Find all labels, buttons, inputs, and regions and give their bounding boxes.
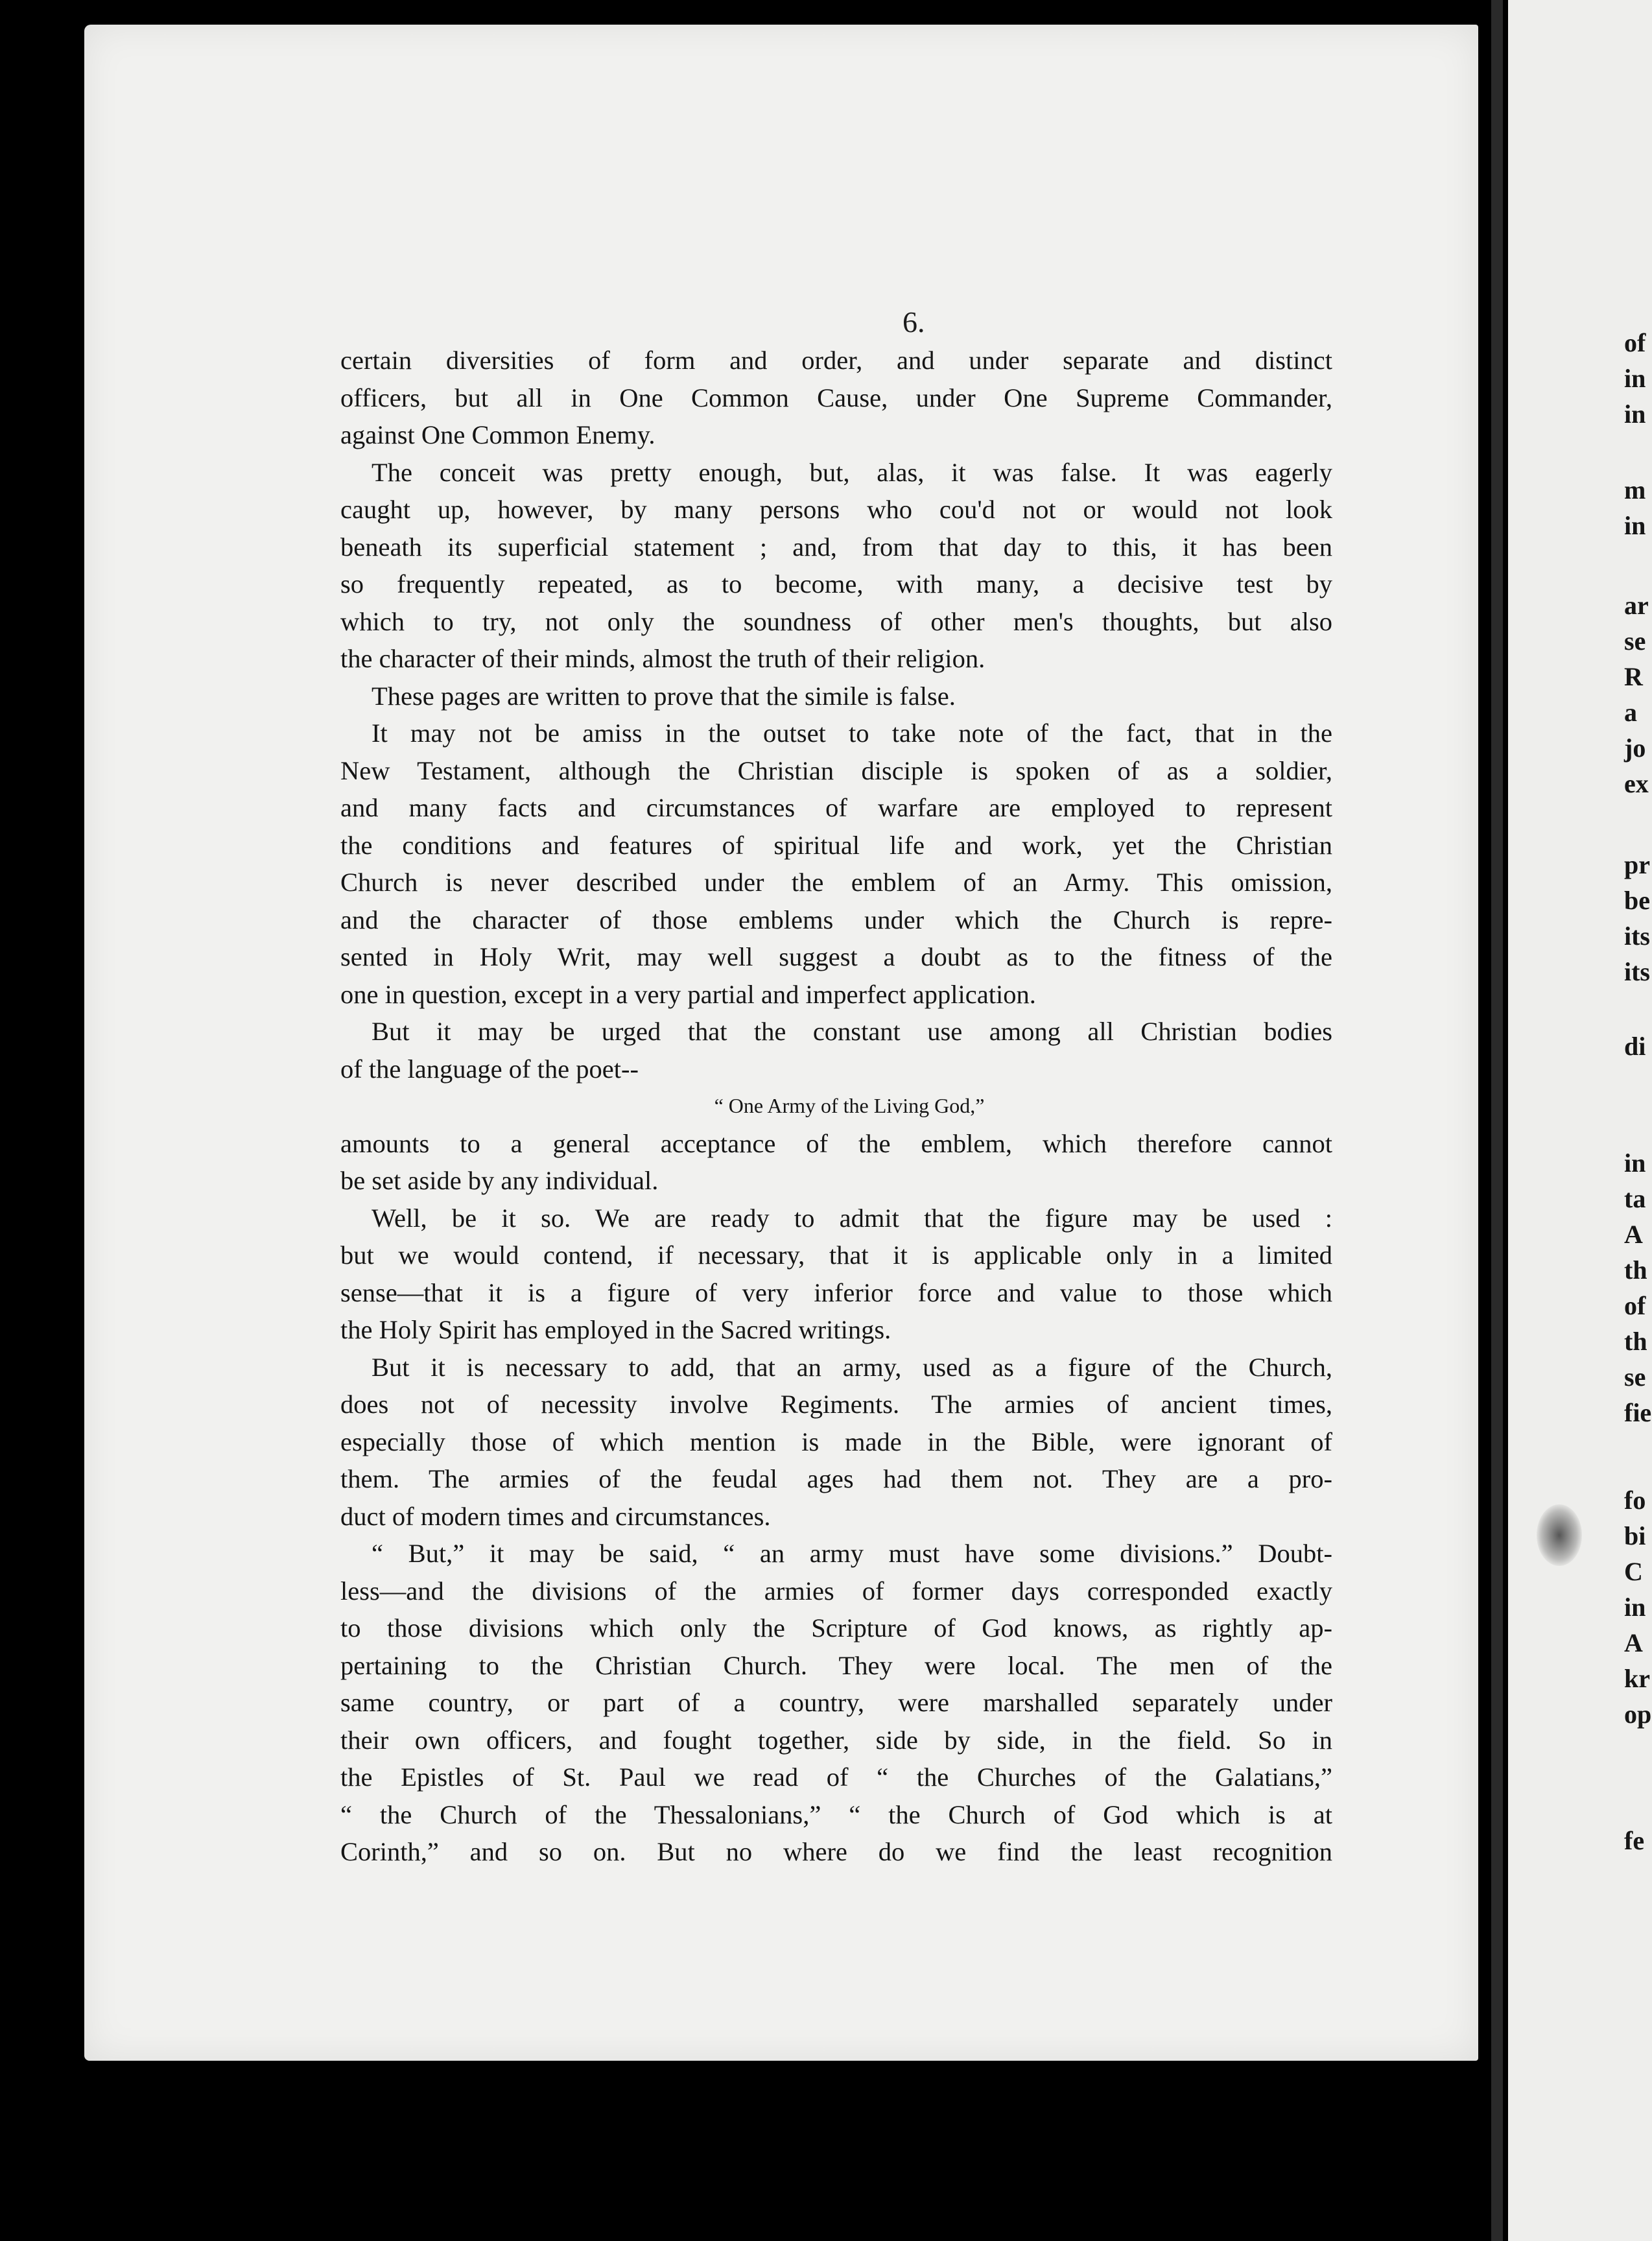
text-line: certain diversities of form and order, and under separate and distinct xyxy=(340,346,1332,375)
text-line: “ the Church of the Thessalonians,” “ the Church of God which is at xyxy=(340,1799,1332,1829)
next-page-fragment: in xyxy=(1624,364,1646,393)
next-page-fragment: a xyxy=(1624,698,1637,727)
text-line: the Epistles of St. Paul we read of “ the Churches of the Galatians,” xyxy=(340,1762,1332,1792)
next-page-fragment: fe xyxy=(1624,1826,1645,1855)
next-page-fragment: op xyxy=(1624,1700,1652,1729)
text-line: But it may be urged that the constant use among all Christian bodies xyxy=(372,1017,1332,1046)
next-page-fragment: pr xyxy=(1624,850,1650,879)
text-line: less—and the divisions of the armies of former days corresponded exactly xyxy=(340,1576,1332,1606)
text-line: beneath its superficial statement ; and, from that day to this, it has been xyxy=(340,532,1332,562)
text-line: caught up, however, by many persons who cou'd not or would not look xyxy=(340,495,1332,524)
text-line: them. The armies of the feudal ages had them not. They are a pro- xyxy=(340,1464,1332,1493)
next-page-fragment: its xyxy=(1624,957,1650,986)
next-page-fragment: ar xyxy=(1624,591,1649,620)
text-line: It may not be amiss in the outset to take note of the fact, that in the xyxy=(372,718,1332,748)
next-page-fragment: bi xyxy=(1624,1521,1646,1550)
next-page-fragment: fo xyxy=(1624,1486,1646,1515)
text-line: the Holy Spirit has employed in the Sacred writings. xyxy=(340,1315,891,1344)
text-line: against One Common Enemy. xyxy=(340,420,655,449)
text-line: The conceit was pretty enough, but, alas, it was false. It was eagerly xyxy=(372,457,1332,487)
text-line: pertaining to the Christian Church. They were local. The men of the xyxy=(340,1650,1332,1680)
next-page-fragment: ex xyxy=(1624,769,1649,798)
text-line: so frequently repeated, as to become, with many, a decisive test by xyxy=(340,569,1332,599)
text-line: their own officers, and fought together, side by side, in the field. So in xyxy=(340,1725,1332,1755)
text-line: and many facts and circumstances of warfare are employed to represent xyxy=(340,793,1332,822)
next-page-fragment: its xyxy=(1624,921,1650,951)
text-line: New Testament, although the Christian disciple is spoken of as a soldier, xyxy=(340,755,1332,785)
body-text xyxy=(340,342,1332,1871)
page-gutter xyxy=(1491,0,1503,2241)
text-line: sented in Holy Writ, may well suggest a doubt as to the fitness of the xyxy=(340,942,1332,971)
text-line: to those divisions which only the Scripture of God knows, as rightly ap- xyxy=(340,1613,1332,1642)
next-page-fragment: fie xyxy=(1624,1398,1652,1427)
text-line: amounts to a general acceptance of the emblem, which therefore cannot xyxy=(340,1128,1332,1158)
text-line: “ But,” it may be said, “ an army must have some divisions.” Doubt- xyxy=(372,1539,1332,1568)
text-line: does not of necessity involve Regiments. The armies of ancient times, xyxy=(340,1390,1332,1419)
page-number: 6. xyxy=(903,305,925,338)
text-line: and the character of those emblems under which the Church is repre- xyxy=(340,905,1332,934)
next-page-fragment: of xyxy=(1624,328,1646,357)
text-line: which to try, not only the soundness of other men's thoughts, but also xyxy=(340,606,1332,636)
text-line: These pages are written to prove that the simile is false. xyxy=(372,681,956,711)
next-page-fragment: of xyxy=(1624,1291,1646,1320)
text-line: one in question, except in a very partial and imperfect application. xyxy=(340,979,1036,1009)
text-line: officers, but all in One Common Cause, under One Supreme Commander, xyxy=(340,383,1332,412)
next-page-fragment: in xyxy=(1624,511,1646,540)
next-page-fragment: A xyxy=(1624,1220,1643,1249)
text-line: Well, be it so. We are ready to admit that the figure may be used : xyxy=(372,1203,1332,1233)
next-page-fragment: m xyxy=(1624,475,1646,504)
next-page-fragment: jo xyxy=(1624,733,1646,763)
text-line: the character of their minds, almost the truth of their religion. xyxy=(340,644,985,673)
text-line: But it is necessary to add, that an army, used as a figure of the Church, xyxy=(372,1352,1332,1382)
text-line: of the language of the poet-- xyxy=(340,1054,639,1084)
next-page-fragment: C xyxy=(1624,1557,1643,1586)
next-page-fragment: in xyxy=(1624,1148,1646,1178)
text-line: be set aside by any individual. xyxy=(340,1166,659,1195)
text-line: sense—that it is a figure of very inferior force and value to those which xyxy=(340,1277,1332,1307)
next-page-fragment: di xyxy=(1624,1032,1646,1061)
next-page-fragment: R xyxy=(1624,662,1643,691)
ink-smudge xyxy=(1537,1504,1582,1566)
next-page-fragment: in xyxy=(1624,1593,1646,1622)
text-line: same country, or part of a country, were marshalled separately under xyxy=(340,1688,1332,1717)
text-line: Church is never described under the emblem of an Army. This omission, xyxy=(340,868,1332,897)
next-page-fragment: be xyxy=(1624,886,1650,915)
next-page-fragment: in xyxy=(1624,399,1646,429)
next-page-fragment: ta xyxy=(1624,1184,1646,1213)
quotation-line: “ One Army of the Living God,” xyxy=(714,1094,985,1117)
text-line: especially those of which mention is made in the Bible, were ignorant of xyxy=(340,1427,1332,1456)
text-line: but we would contend, if necessary, that it is applicable only in a limited xyxy=(340,1240,1332,1270)
next-page-fragment: th xyxy=(1624,1327,1647,1356)
text-line: duct of modern times and circumstances. xyxy=(340,1501,771,1531)
next-page-fragment: th xyxy=(1624,1255,1647,1285)
text-line: the conditions and features of spiritual life and work, yet the Christian xyxy=(340,830,1332,860)
text-line: Corinth,” and so on. But no where do we find the least recognition xyxy=(340,1837,1332,1866)
next-page-fragment: se xyxy=(1624,626,1646,656)
next-page-fragment: A xyxy=(1624,1628,1643,1657)
next-page-fragment: se xyxy=(1624,1362,1646,1392)
next-page-fragment: kr xyxy=(1624,1664,1650,1693)
